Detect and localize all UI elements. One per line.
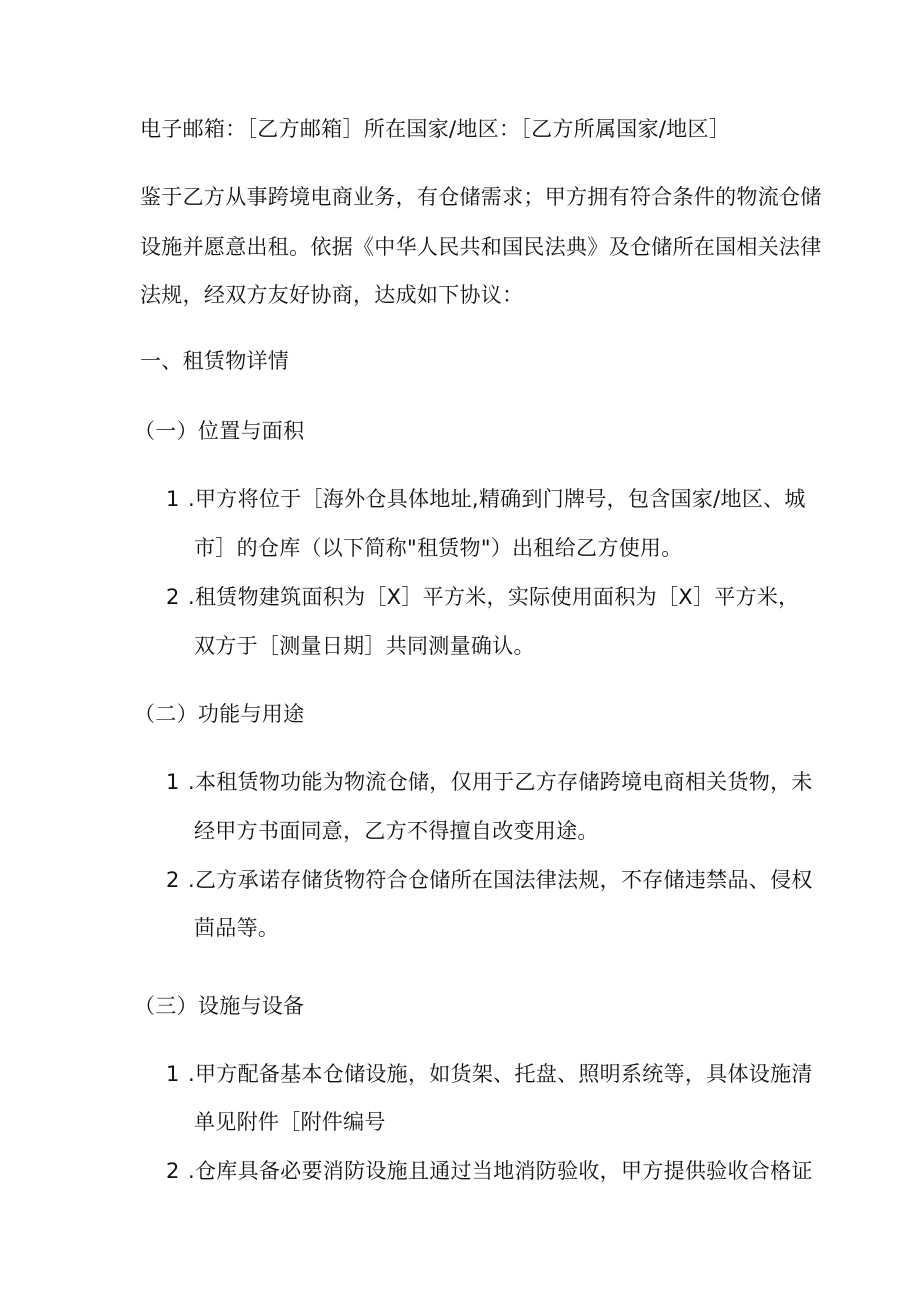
item-3-1-line-1: .甲方配备基本仓储设施，如货架、托盘、照明系统等，具体设施清 bbox=[188, 1062, 813, 1086]
item-number: 1 bbox=[166, 770, 180, 794]
contact-email-line: 电子邮箱：［乙方邮箱］所在国家/地区：［乙方所属国家/地区］ bbox=[140, 117, 731, 141]
item-number: 2 bbox=[166, 1159, 180, 1183]
item-number: 2 bbox=[166, 868, 180, 892]
section-1-title: 一、租赁物详情 bbox=[140, 349, 290, 373]
preamble-line-3: 法规，经双方友好协商，达成如下协议： bbox=[140, 283, 524, 307]
item-1-2-line-2: 双方于［测量日期］共同测量确认。 bbox=[194, 634, 535, 658]
subsection-1-title: （一）位置与面积 bbox=[134, 419, 305, 443]
subsection-2-title: （二）功能与用途 bbox=[134, 702, 305, 726]
item-2-1-line-1: .本租赁物功能为物流仓储，仅用于乙方存储跨境电商相关货物，未 bbox=[188, 770, 813, 794]
item-number: 1 bbox=[166, 487, 180, 511]
preamble-line-1: 鉴于乙方从事跨境电商业务，有仓储需求；甲方拥有符合条件的物流仓储 bbox=[140, 185, 822, 209]
preamble-line-2: 设施并愿意出租。依据《中华人民共和国民法典》及仓储所在国相关法律 bbox=[140, 235, 822, 259]
item-2-1-line-2: 经甲方书面同意，乙方不得擅自改变用途。 bbox=[194, 819, 599, 843]
item-2-2-line-1: .乙方承诺存储货物符合仓储所在国法律法规，不存储违禁品、侵权 bbox=[188, 868, 813, 892]
item-2-2-line-2: 茴品等。 bbox=[194, 916, 280, 940]
item-1-1-line-2: 市］的仓库（以下简称"租赁物"）出租给乙方使用。 bbox=[194, 536, 683, 560]
item-number: 2 bbox=[166, 585, 180, 609]
item-3-1-line-2: 单见附件［附件编号 bbox=[194, 1110, 386, 1134]
item-1-1-line-1: .甲方将位于［海外仓具体地址,精确到门牌号，包含国家/地区、城 bbox=[188, 487, 806, 511]
item-3-2-line-1: .仓库具备必要消防设施且通过当地消防验收，甲方提供验收合格证 bbox=[188, 1159, 813, 1183]
item-number: 1 bbox=[166, 1062, 180, 1086]
item-1-2-line-1: .租赁物建筑面积为［X］平方米，实际使用面积为［X］平方米， bbox=[188, 585, 800, 609]
subsection-3-title: （三）设施与设备 bbox=[134, 994, 305, 1018]
